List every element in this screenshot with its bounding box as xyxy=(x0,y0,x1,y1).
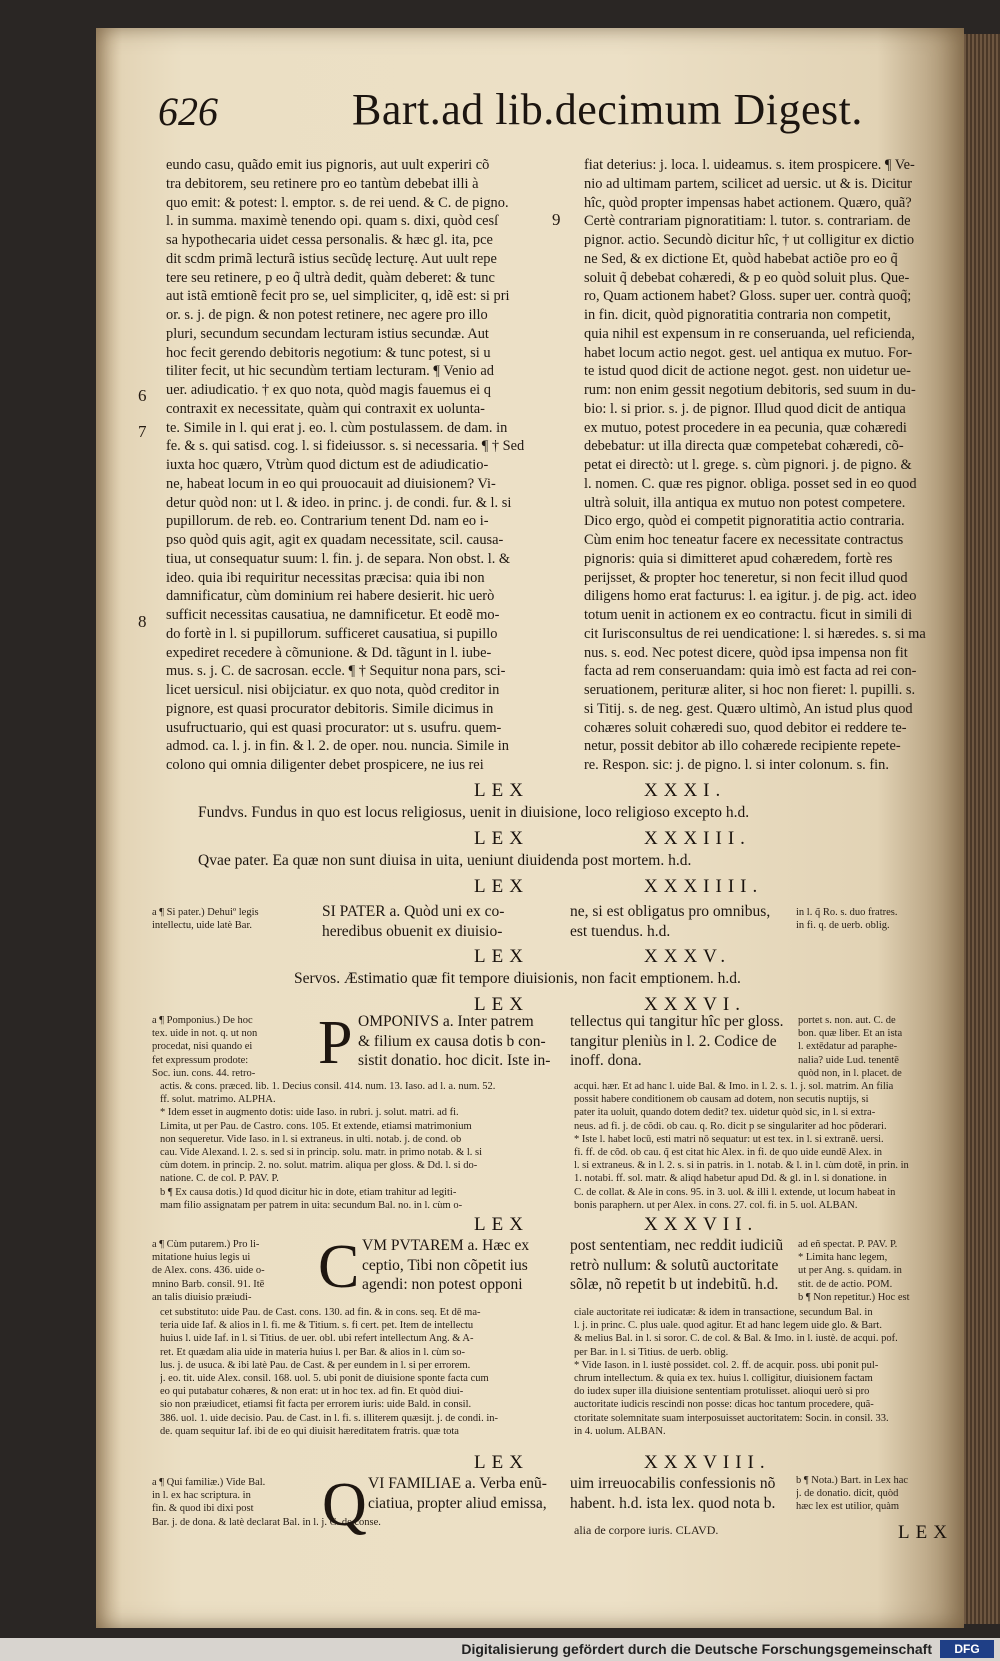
lex-number: XXXVII. xyxy=(644,1214,759,1235)
text-line: nio ad ultimam partem, scilicet ad uersic. ut & is. Dicitur xyxy=(584,175,913,192)
lex-text-continued: post sententiam, nec reddit iudiciũ retrò nullum: & solutũ auctoritate sõlæ, nõ repetit b ut indebitũ. h.d. xyxy=(570,1237,784,1293)
glossa-right: acqui. hær. Et ad hanc l. uide Bal. & Imo. in l. 2. s. 1. j. sol. matrim. An filia possit habere conditionem ob causam ad dotem, non secutis nuptijs, si pater ita uoluit, quando dotem dedit? tex. uidetur quòd sic, in l. si extra- neus. ad fi. j. de cõdi. ob cau. q. Ro. dicit p se singulariter ad hoc põderari. * Iste l. habet locū, esti matri nō sequatur: ut est tex. in l. si extranē. uersi. fi. ff. de cõd. ob cau. q̃ est citat hic Alex. in fi. de quo uide eundē Alex. in l. si extraneus. & in l. 2. s. si in patris. in 1. notab. & l. in l. cùm dotē, in prin. in 1. notabi. ff. sol. matr. & aliqd habetur apud Dd. & gl. in l. si donatione. in C. de collat. & Ale in cons. 95. in 3. uol. & illi l. extende, ut locum habeat in bonis paraphern. ut per Alex. in cons. 27. col. fi. in 5. uol. ALBAN. xyxy=(574,1081,909,1211)
text-line: si Titij. s. de neg. gest. Quæro ultimò, An istud plus quod xyxy=(584,700,913,717)
text-line: fe. & s. qui satisd. cog. l. si fideiussor. s. si necessaria. ¶ † Sed xyxy=(166,438,525,455)
lex-heading: LEX xyxy=(474,1452,529,1473)
text-line: tiua, ut consequatur suum: l. fin. j. de separa. Non obst. l. & xyxy=(166,550,511,567)
glossa-right: ciale auctoritate rei iudicatæ: & idem in transactione, secundum Bal. in l. j. in princ. C. plus uale. quod agitur. Et ad hanc legem uide glo. & Bart. & melius Bal. in l. si soror. C. de col. & Bal. & Imo. in l. iustè. de acqui. pof. per Bar. in l. si Titius. de uerb. oblig. * Vide Iason. in l. iustè possidet. col. 2. ff. de acquir. poss. ubi ponit pul- chrum intellectum. & quia ex tex. huius l. colligitur, diuisionem factam do iudex super illa diuisione sententiam protulisset. alioqui uerò si pro auctoritate iudicis rescindi non posse: dicas hoc tantum procedere, quã- ctoritate solemnitate suam interposuisset auctoritatem: Socin. in consil. 33. in 4. uolum. ALBAN. xyxy=(574,1307,898,1437)
lex-number: XXXIII. xyxy=(644,828,751,849)
text-line: dit scdm primã lecturã istius secũdę lecturę. Aut uult repe xyxy=(166,250,497,267)
text-line: diligens homo erat facturus: l. ea igitur. j. de pig. act. ideo xyxy=(584,588,917,605)
text-line: te. Simile in l. qui erat j. eo. l. cùm postulassem. de dam. in xyxy=(166,419,508,436)
text-line: perijsset, & propter hoc teneretur, si non fecit illud quod xyxy=(584,569,908,586)
text-line: Cùm enim hoc teneatur facere ex necessitate contractus xyxy=(584,532,904,548)
text-line: damnificatur, cùm dominium rei habere desierit. hic uerò xyxy=(166,588,495,605)
text-line: quo emit: & potest: l. emptor. s. de rei uend. & C. de pigno. xyxy=(166,194,509,211)
text-line: ex mutuo, potest procedere in ea pecunia, quæ cohæredi xyxy=(584,419,907,436)
text-line: ro, Quam actionem habet? Gloss. super uer. contrà quoq̃; xyxy=(584,288,912,305)
glossa-tail: alia de corpore iuris. CLAVD. xyxy=(574,1524,719,1537)
lex-heading: LEX xyxy=(474,828,529,849)
text-line: netur, possit debitor ab illo cohærede recipiente repete- xyxy=(584,738,901,755)
lex-heading: LEX xyxy=(474,780,529,801)
text-line: petat ei directò: ut l. grege. s. cùm pignori. j. de pigno. & xyxy=(584,457,912,473)
text-line: nus. s. eod. Nec potest dicere, quòd ipsa impensa non fit xyxy=(584,644,908,661)
marginal-note: in l. q̃ Ro. s. duo fratres. in fi. q. de uerb. oblig. xyxy=(796,907,898,932)
text-line: cit Iurisconsultus de rei uendicatione: l. si hæredes. s. si ma xyxy=(584,625,926,642)
text-line: in fin. dicit, quòd pignoratitia contraria non competit, xyxy=(584,307,891,323)
lex-rubric: Qvae pater. Ea quæ non sunt diuisa in uita, ueniunt diuidenda post mortem. h.d. xyxy=(198,852,692,869)
text-line: habet locum actio negot. gest. uel antiqua ex mutuo. For- xyxy=(584,344,913,361)
text-line: pupillorum. de reb. eo. Contrarium tenent Dd. nam eo i- xyxy=(166,513,489,530)
text-line: te istud quod dicit de actione negot. gest. non uidetur ue- xyxy=(584,363,911,380)
glossa: cet substituto: uide Pau. de Cast. cons. 130. ad fin. & in cons. seq. Et dē ma- teria uide Iaf. & alios in l. fi. me & Titium. s. fi cert. pet. Item de intellectu huius l. uide Iaf. in l. si Titius. de uer. obl. ubi refert intellectum Ang. & A- ret. Et quædam alia uide in materia huius l. per Bar. & alios in l. cùm so- lus. j. de usuca. & ibi latè Pau. de Cast. & per eundem in l. si per errorem. j. eo. tit. uide Alex. consil. 168. uol. 5. ubi ponit de diuisione sponte facta cum eo qui putabatur cohæres, & non erat: ut in hoc tex. ad fin. Et quòd diui- sio non præiudicet, etiamsi fit facta per errorem iuris: uide Bald. in consil. 386. uol. 1. uide decisio. Pau. de Cast. in l. fi. s. illiterem quæsijt. j. de condi. in- de. quam sequitur Iaf. ibi de eo qui diuisit hæreditatem fratris. quæ tota xyxy=(160,1307,499,1437)
glossa: actis. & cons. præced. lib. 1. Decius consil. 414. num. 13. Iaso. ad l. a. num. 52. ff. solut. matrimo. ALPHA. * Idem esset in augmento dotis: uide Iaso. in rubri. j. solut. matri. ad fi. Limita, ut per Pau. de Castro. cons. 105. Et extende, etiamsi matrimonium non sequeretur. Vide Iaso. in l. si extraneus. in ulti. notab. j. de cond. ob cau. Vide Alexand. l. 2. s. sed si in princip. solu. matr. in primo notab. & l. si cùm dotem. in princip. 2. no. solut. matrim. aliqua per gloss. & Dd. l. si do- natione. C. de col. P. PAV. P. b ¶ Ex causa dotis.) Id quod dicitur hic in dote, etiam trahitur ad legiti- mam filio assignatam per patrem in uita: secundum Bal. no. in l. cùm o- xyxy=(160,1081,496,1211)
lex-rubric: Servos. Æstimatio quæ fit tempore diuisionis, non facit emptionem. h.d. xyxy=(294,970,741,987)
footer-bar xyxy=(0,1638,1000,1661)
lex-text: VI FAMILIAE a. Verba enũ- ciatiua, propter aliud emissa, xyxy=(368,1475,547,1512)
page-edge xyxy=(964,34,1000,1624)
text-line: pignore, est quasi procurator debitoris. Simile dicimus in xyxy=(166,700,494,717)
lex-number: XXXI. xyxy=(644,780,727,801)
drop-cap: P xyxy=(318,1009,353,1077)
marginal-note: a ¶ Qui familiæ.) Vide Bal. in l. ex hac scriptura. in fin. & quod ibi dixi post Bar. j. de dona. & latè declarat Bal. in l. j. C. de conse. xyxy=(152,1477,381,1528)
text-line: hoc fecit gerendo debitoris negotium: & tunc potest, si u xyxy=(166,344,491,361)
margin-number: 7 xyxy=(138,422,147,441)
text-line: soluit q̃ debebat cohæredi, & p eo quòd soluit plus. Que- xyxy=(584,269,910,286)
lex-text: SI PATER a. Quòd uni ex co- heredibus obuenit ex diuisio- xyxy=(322,903,505,940)
text-line: ne Sed, & ex dictione Et, quòd habebat actiõe pro eo q̃ xyxy=(584,250,898,267)
lex-rubric: Fundvs. Fundus in quo est locus religiosus, uenit in diuisione, loco religioso excepto h.d. xyxy=(198,804,750,821)
lex-heading: LEX xyxy=(474,946,529,967)
dfg-logo: DFG xyxy=(940,1640,994,1658)
text-line: pluri, secundum secundam lecturam istius secundæ. Aut xyxy=(166,325,489,342)
running-head: Bart.ad lib.decimum Digest. xyxy=(352,85,863,134)
margin-number: 6 xyxy=(138,386,147,405)
text-line: tere seu retinere, p eo q̃ ultrà dedit, quàm deberet: & tunc xyxy=(166,269,495,286)
text-line: re. Respon. sic: j. de pigno. l. si inter colonum. s. fin. xyxy=(584,757,889,773)
marginal-note: ad eñ spectat. P. PAV. P. * Limita hanc legem, ut per Ang. s. quidam. in stit. de de actio. POM. b ¶ Non repetitur.) Hoc est xyxy=(798,1239,910,1303)
text-line: l. nomen. C. quæ res pignor. obliga. posset sed in eo quod xyxy=(584,475,917,492)
lex-text-continued: uim irreuocabilis confessionis nõ habent. h.d. ista lex. quod nota b. xyxy=(570,1475,776,1512)
text-line: quia nihil est expensum in re conseruanda, uel reficienda, xyxy=(584,325,915,342)
marginal-note: a ¶ Si pater.) Dehuiº legis intellectu, uide latè Bar. xyxy=(152,907,259,932)
text-line: do fortè in l. si pupillorum. sufficeret causatiua, si pupillo xyxy=(166,625,498,642)
lex-heading: LEX xyxy=(474,1214,529,1235)
marginal-note: b ¶ Nota.) Bart. in Lex hac j. de donatio. dicit, quòd hæc lex est utilior, quàm xyxy=(796,1475,909,1513)
text-line: hîc, quòd propter impensas habet actionem. Quæro, quã? xyxy=(584,194,912,211)
text-line: totum uenit in actionem ex eo contractu. ficut in simili di xyxy=(584,607,913,623)
text-line: seruationem, perituræ aliter, si hoc non fieret: l. pupilli. s. xyxy=(584,682,916,698)
lex-number: XXXV. xyxy=(644,946,732,967)
text-line: cohæres soluit cohæredi suo, quod debitor ei reddere te- xyxy=(584,719,907,736)
marginal-note: portet s. non. aut. C. de bon. quæ liber. Et an ista l. extēdatur ad paraphe- nalia? uide Lud. tenentē quòd non, in l. placet. de xyxy=(798,1015,903,1079)
lex-number: XXXIIII. xyxy=(644,876,764,897)
text-line: colono qui omnia diligenter debet prospicere, ne ius rei xyxy=(166,757,484,773)
text-line: Dico ergo, quòd ei competit pignoratitia actio contraria. xyxy=(584,513,905,530)
lex-text: VM PVTAREM a. Hæc ex ceptio, Tibi non cõpetit ius agendi: non potest opponi xyxy=(362,1237,530,1293)
marginal-note: a ¶ Pomponius.) De hoc tex. uide in not. q. ut non procedat, nisi quando ei fet expressum prodote: Soc. iun. cons. 44. retro- xyxy=(152,1015,258,1079)
text-line: ideo. quia ibi requiritur necessitas præcisa: quia ibi non xyxy=(166,569,485,586)
left-column xyxy=(166,156,566,775)
text-line: Certè contrariam pignoratitiam: l. tutor. s. contrariam. de xyxy=(584,213,911,230)
text-line: admod. ca. l. j. in fin. & l. 2. de oper. nou. nuncia. Simile in xyxy=(166,738,509,755)
lex-number: XXXVIII. xyxy=(644,1452,771,1473)
text-line: usufructuario, qui est quasi procurator: ut s. usufru. quem- xyxy=(166,719,502,736)
marginal-note: a ¶ Cùm putarem.) Pro li- mitatione huius legis ui de Alex. cons. 436. uide o- mnino Barb. consil. 91. Itē an talis diuisio præiudi- xyxy=(152,1239,265,1303)
lex-heading: LEX xyxy=(474,994,529,1015)
text-line: licet uersicul. nisi obijciatur. ex quo nota, quòd creditor in xyxy=(166,682,500,698)
text-line: bio: l. si prior. s. j. de pignor. Illud quod dicit de antiqua xyxy=(584,400,906,417)
text-line: tiliter fecit, ut hic secundùm tertiam lecturam. ¶ Venio ad xyxy=(166,363,494,380)
text-line: pso quòd quis agit, agit ex quadam necessitate, scil. causa- xyxy=(166,532,504,548)
lex-number: XXXVI. xyxy=(644,994,746,1015)
text-line: contraxit ex necessitate, quàm qui contraxit ex uolunta- xyxy=(166,400,485,417)
text-line: uer. adiudicatio. † ex quo nota, quòd magis fauemus ei q xyxy=(166,382,491,398)
lex-text-continued: ne, si est obligatus pro omnibus, est tuendus. h.d. xyxy=(570,903,771,940)
text-line: debebatur: ut illa directa quæ competebat cohæredi, cõ- xyxy=(584,438,904,455)
funding-note: Digitalisierung gefördert durch die Deutsche Forschungsgemeinschaft xyxy=(461,1641,932,1657)
text-line: ultrà soluit, illa antiqua ex mutuo non potest competere. xyxy=(584,494,906,511)
text-line: ne, habeat locum in eo qui prouocauit ad diuisionem? Vi- xyxy=(166,475,496,492)
lex-text: OMPONIVS a. Inter patrem & filium ex causa dotis b con- sistit donatio. hoc dicit. Iste in- xyxy=(358,1013,551,1069)
margin-number: 8 xyxy=(138,612,147,631)
drop-cap: C xyxy=(318,1233,360,1301)
text-line: rum: non enim gessit negotium debitoris, sed suum in du- xyxy=(584,382,916,398)
right-column xyxy=(584,156,974,775)
text-line: l. in summa. maximè tenendo opi. quam s. dixi, quòd cesſ xyxy=(166,213,499,230)
text-line: sa hypothecaria uidet cessa personalis. & hæc gl. ita, pce xyxy=(166,232,493,248)
margin-number: 9 xyxy=(552,210,561,229)
text-line: detur quòd non: ut l. & ideo. in princ. j. de condi. fur. & l. si xyxy=(166,494,512,511)
text-line: pignoris: quia si dimitteret apud cohæredem, fortè res xyxy=(584,550,893,567)
text-line: sufficit necessitas causatiua, ne damnificetur. Et eodẽ mo- xyxy=(166,607,500,623)
lex-heading: LEX xyxy=(474,876,529,897)
book-page xyxy=(96,28,964,1628)
text-line: aut istã emtionẽ fecit pro se, uel simpliciter, q, idẽ est: si pri xyxy=(166,288,510,305)
catchword: LEX xyxy=(898,1522,953,1543)
text-line: iuxta hoc quæro, Vtrùm quod dictum est de adiudicatio- xyxy=(166,457,489,473)
text-line: fiat deterius: j. loca. l. uideamus. s. item prospicere. ¶ Ve- xyxy=(584,157,915,173)
text-line: tra debitorem, seu retinere pro eo tantùm debebat illi à xyxy=(166,175,479,192)
text-line: facta ad rem conseruandam: quia imò est facta ad rei con- xyxy=(584,663,917,680)
lex-text-continued: tellectus qui tangitur hîc per gloss. tangitur pleniùs in l. 2. Codice de inoff. dona. xyxy=(570,1013,784,1069)
text-line: eundo casu, quãdo emit ius pignoris, aut uult experiri cõ xyxy=(166,157,490,173)
text-line: mus. s. j. C. de sacrosan. eccle. ¶ † Sequitur nona pars, sci- xyxy=(166,663,506,680)
page-number: 626 xyxy=(158,89,218,134)
text-line: expediret recedere à cõmunione. & Dd. tãgunt in l. iube- xyxy=(166,644,492,661)
drop-cap: Q xyxy=(322,1471,367,1539)
text-line: pignor. actio. Secundò dicitur hîc, † ut colligitur ex dictio xyxy=(584,232,915,248)
text-line: or. s. j. de pign. & non potest retinere, nec agere pro illo xyxy=(166,307,488,323)
